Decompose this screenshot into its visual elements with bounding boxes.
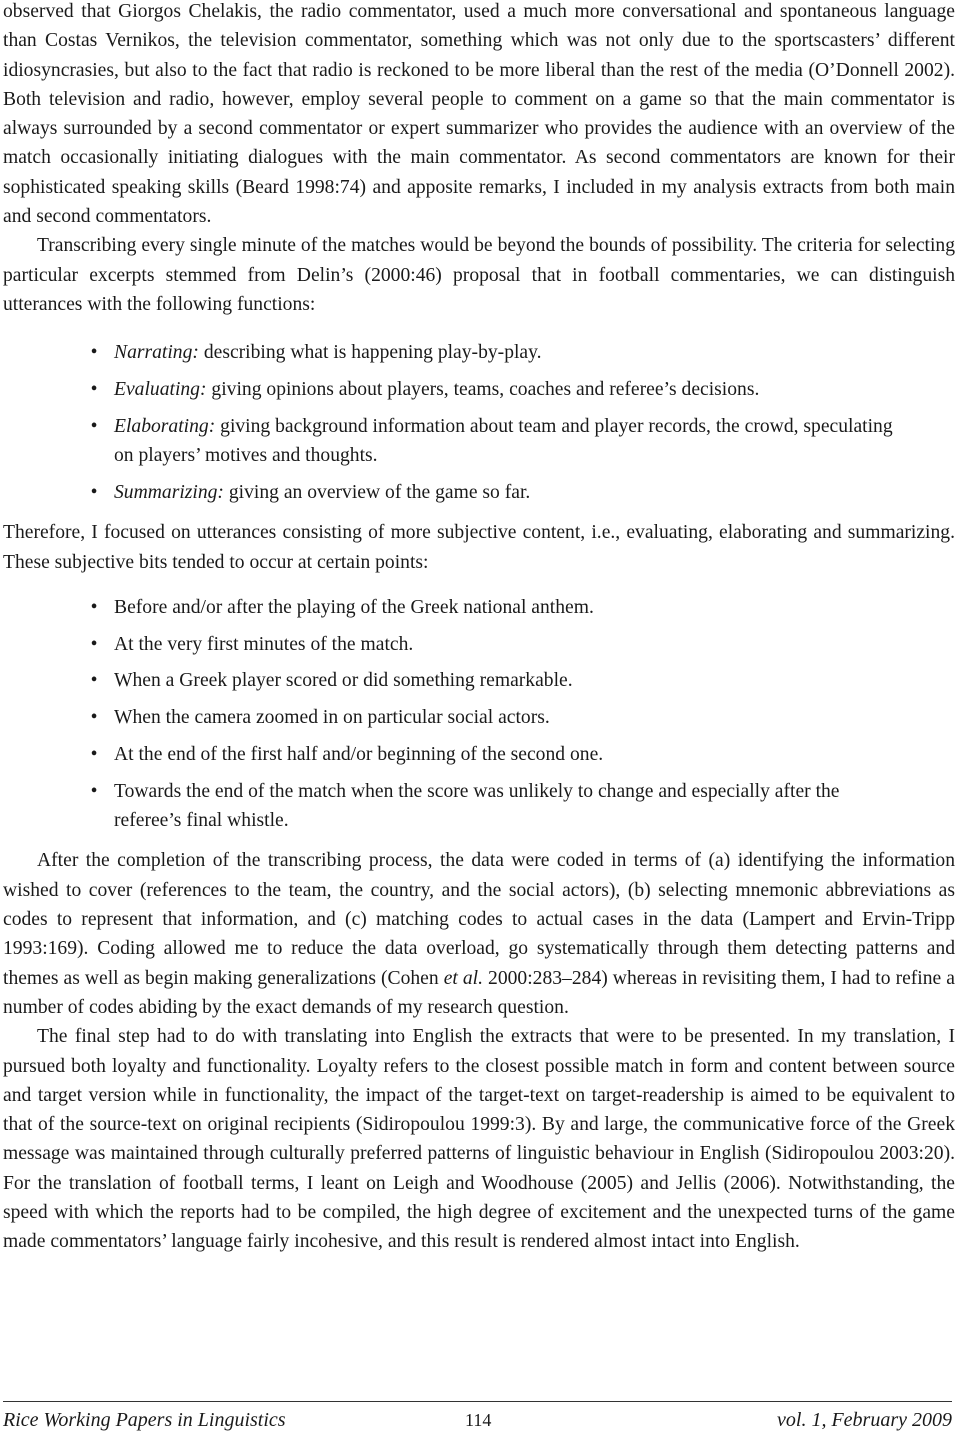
list-item-term: Summarizing:: [114, 481, 224, 503]
excerpt-points-list: [3, 593, 955, 836]
paragraph-subjective-focus: Therefore, I focused on utterances consisting of more subjective content, i.e., evaluating, elaborating and summarizing. These subjective bits tended to occur at certain points:: [3, 522, 955, 573]
page-body: [3, 0, 955, 1257]
issue-info: vol. 1, February 2009: [777, 1409, 952, 1431]
list-item-term: Evaluating:: [114, 379, 207, 401]
list-item: [3, 740, 955, 769]
bullet-icon: •: [90, 744, 98, 766]
list-item-text: Towards the end of the match when the score was unlikely to change and especially after the referee’s final whistle.: [114, 780, 840, 832]
list-item-term: Narrating:: [114, 342, 199, 364]
list-item-text: When a Greek player scored or did something remarkable.: [114, 670, 573, 692]
bullet-icon: •: [90, 707, 98, 729]
list-item: [3, 593, 955, 622]
list-item: [3, 666, 955, 695]
et-al: et al.: [443, 967, 483, 989]
list-item-text: When the camera zoomed in on particular social actors.: [114, 707, 550, 729]
bullet-icon: •: [90, 379, 98, 401]
footer-divider: [3, 1401, 952, 1402]
bullet-icon: •: [90, 780, 98, 802]
bullet-icon: •: [90, 670, 98, 692]
list-item: [3, 478, 955, 507]
list-item-text: describing what is happening play-by-play.: [203, 342, 542, 364]
list-item: [3, 630, 955, 659]
page-number: 114: [465, 1410, 492, 1430]
paragraph-translation: The final step had to do with translating into English the extracts that were to be presented. In my translation, I pursued both loyalty and functionality. Loyalty refers to the closest possible match in form and content between source and target version while in functionality, the impact of the target-text on target-readership is aimed to be equivalent to that of the source-text on original recipients (Sidiropoulou 1999:3). By and large, the communicative force of the Greek message was maintained through culturally preferred patterns of linguistic behaviour in English (Sidiropoulou 2003:20). For the translation of football terms, I leant on Leigh and Woodhouse (2005) and Jellis (2006). Notwithstanding, the speed with which the reports had to be compiled, the high degree of excitement and the unexpected turns of the game made commentators’ language fairly incohesive, and this result is rendered almost intact into English.: [3, 1026, 955, 1253]
bullet-icon: •: [90, 481, 98, 503]
bullet-icon: •: [90, 596, 98, 618]
list-item-text: giving opinions about players, teams, coaches and referee’s decisions.: [211, 379, 760, 401]
list-item: [3, 777, 955, 836]
paragraph-coding-end: 2000:283–284) whereas in revisiting them, I had to refine a number of codes abiding by the exact demands of my research question.: [3, 967, 955, 1018]
paragraph-selection-criteria: Transcribing every single minute of the matches would be beyond the bounds of possibility. The criteria for selecting particular excerpts stemmed from Delin’s (2000:46) proposal that in football commentaries, we can distinguish utterances with the following functions:: [3, 235, 955, 315]
list-item-text: Before and/or after the playing of the Greek national anthem.: [114, 596, 594, 618]
bullet-icon: •: [90, 633, 98, 655]
list-item-text: At the end of the first half and/or beginning of the second one.: [114, 744, 604, 766]
list-item: [3, 338, 955, 367]
page-footer: [3, 1405, 952, 1435]
list-item-text: giving an overview of the game so far.: [228, 481, 531, 503]
list-item: [3, 375, 955, 404]
list-item-text: giving background information about team and player records, the crowd, speculating on players’ motives and thoughts.: [114, 415, 893, 467]
paragraph-coding-start: After the completion of the transcribing process, the data were coded in terms of (a) identifying the information wished to cover (references to the team, the country, and the social actors), (b) selecting mnemonic abbreviations as codes to represent that information, and (c) matching codes to actual cases in the data (Lampert and Ervin-Tripp 1993:169). Coding allowed me to reduce the data overload, go systematically through them detecting patterns and themes as well as begin making generalizations (Cohen: [3, 850, 955, 989]
journal-title: Rice Working Papers in Linguistics: [3, 1409, 286, 1431]
list-item: [3, 703, 955, 732]
bullet-icon: •: [90, 415, 98, 437]
commentary-functions-list: [3, 338, 955, 507]
bullet-icon: •: [90, 342, 98, 364]
paragraph-methodology-1: observed that Giorgos Chelakis, the radio commentator, used a much more conversational and spontaneous language than Costas Vernikos, the television commentator, something which was not only due to the sportscasters’ different idiosyncrasies, but also to the fact that radio is reckoned to be more liberal than the rest of the media (O’Donnell 2002). Both television and radio, however, employ several people to comment on a game so that the main commentator is always surrounded by a second commentator or expert summarizer who provides the audience with an overview of the match occasionally initiating dialogues with the main commentator. As second commentators are known for their sophisticated speaking skills (Beard 1998:74) and apposite remarks, I included in my analysis extracts from both main and second commentators.: [3, 1, 955, 228]
list-item-term: Elaborating:: [114, 415, 216, 437]
list-item: [3, 412, 955, 471]
list-item-text: At the very first minutes of the match.: [114, 633, 414, 655]
paragraph-coding: [3, 846, 955, 1022]
